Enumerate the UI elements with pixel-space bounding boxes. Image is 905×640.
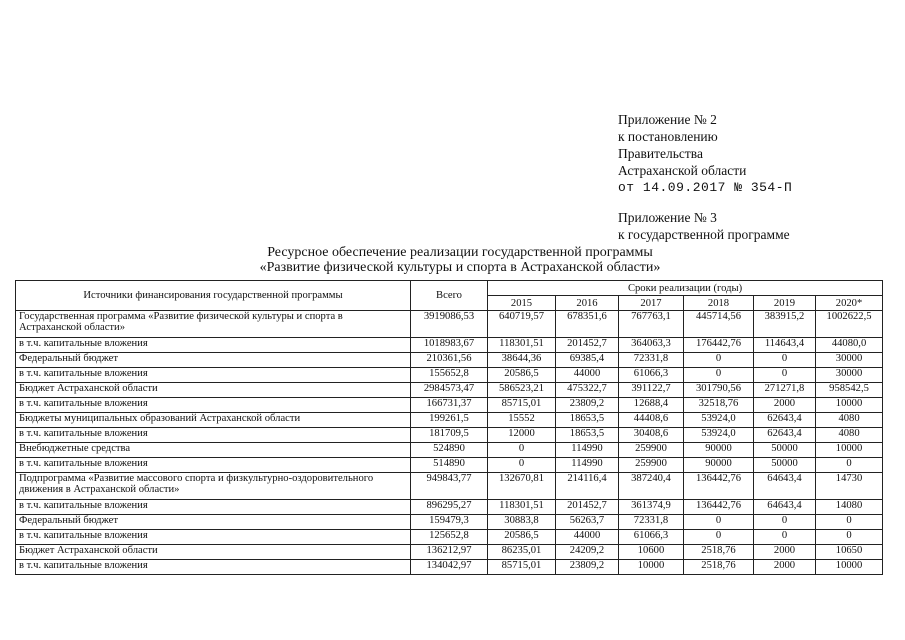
cell-year-value: 0 (816, 530, 883, 545)
cell-year-value: 53924,0 (684, 413, 754, 428)
cell-year-value: 958542,5 (816, 383, 883, 398)
appendix-3-block (618, 209, 790, 243)
cell-total: 134042,97 (411, 560, 488, 575)
cell-total: 1018983,67 (411, 338, 488, 353)
appendix-2-block (618, 111, 792, 196)
cell-year-value: 2518,76 (684, 560, 754, 575)
row-label: в т.ч. капитальные вложения (16, 560, 411, 575)
cell-year-value: 20586,5 (488, 368, 556, 383)
table-row (16, 545, 883, 560)
row-label: Бюджеты муниципальных образований Астраханской области (16, 413, 411, 428)
cell-year-value: 50000 (754, 458, 816, 473)
cell-year-value: 767763,1 (619, 311, 684, 338)
cell-year-value: 72331,8 (619, 353, 684, 368)
cell-year-value: 86235,01 (488, 545, 556, 560)
header-year: 2018 (684, 296, 754, 311)
cell-year-value: 14730 (816, 473, 883, 500)
cell-year-value: 136442,76 (684, 500, 754, 515)
cell-year-value: 10000 (816, 398, 883, 413)
cell-year-value: 30408,6 (619, 428, 684, 443)
cell-year-value: 56263,7 (556, 515, 619, 530)
cell-year-value: 201452,7 (556, 500, 619, 515)
cell-year-value: 12688,4 (619, 398, 684, 413)
appendix-2-issuer: Правительства (618, 146, 703, 161)
cell-year-value: 0 (684, 515, 754, 530)
cell-year-value: 64643,4 (754, 473, 816, 500)
table-row (16, 515, 883, 530)
cell-year-value: 30000 (816, 353, 883, 368)
table-row (16, 443, 883, 458)
appendix-2-region: Астраханской области (618, 163, 747, 178)
cell-year-value: 586523,21 (488, 383, 556, 398)
cell-total: 181709,5 (411, 428, 488, 443)
cell-year-value: 0 (754, 530, 816, 545)
cell-year-value: 259900 (619, 443, 684, 458)
cell-year-value: 61066,3 (619, 530, 684, 545)
cell-year-value: 62643,4 (754, 428, 816, 443)
header-year: 2019 (754, 296, 816, 311)
appendix-2-ref: к постановлению (618, 129, 718, 144)
cell-year-value: 24209,2 (556, 545, 619, 560)
row-label: Федеральный бюджет (16, 515, 411, 530)
cell-year-value: 62643,4 (754, 413, 816, 428)
header-source: Источники финансирования государственной программы (16, 281, 411, 311)
table-row (16, 353, 883, 368)
row-label: Внебюджетные средства (16, 443, 411, 458)
cell-total: 3919086,53 (411, 311, 488, 338)
cell-year-value: 118301,51 (488, 500, 556, 515)
cell-year-value: 2000 (754, 398, 816, 413)
cell-year-value: 136442,76 (684, 473, 754, 500)
row-label: Бюджет Астраханской области (16, 383, 411, 398)
table-row (16, 560, 883, 575)
cell-year-value: 114990 (556, 443, 619, 458)
appendix-2-date: от 14.09.2017 № 354-П (618, 180, 793, 195)
cell-year-value: 10000 (619, 560, 684, 575)
cell-year-value: 69385,4 (556, 353, 619, 368)
cell-year-value: 10650 (816, 545, 883, 560)
cell-year-value: 271271,8 (754, 383, 816, 398)
row-label: в т.ч. капитальные вложения (16, 398, 411, 413)
table-row (16, 428, 883, 443)
cell-year-value: 201452,7 (556, 338, 619, 353)
cell-year-value: 640719,57 (488, 311, 556, 338)
cell-year-value: 259900 (619, 458, 684, 473)
cell-year-value: 90000 (684, 458, 754, 473)
cell-year-value: 72331,8 (619, 515, 684, 530)
cell-total: 524890 (411, 443, 488, 458)
cell-total: 210361,56 (411, 353, 488, 368)
cell-year-value: 678351,6 (556, 311, 619, 338)
cell-year-value: 0 (488, 443, 556, 458)
table-row (16, 530, 883, 545)
header-year: 2020* (816, 296, 883, 311)
cell-year-value: 0 (488, 458, 556, 473)
cell-total: 896295,27 (411, 500, 488, 515)
cell-year-value: 61066,3 (619, 368, 684, 383)
row-label: в т.ч. капитальные вложения (16, 500, 411, 515)
cell-year-value: 4080 (816, 428, 883, 443)
table-row (16, 500, 883, 515)
table-row (16, 338, 883, 353)
cell-year-value: 14080 (816, 500, 883, 515)
cell-total: 136212,97 (411, 545, 488, 560)
cell-year-value: 64643,4 (754, 500, 816, 515)
cell-year-value: 214116,4 (556, 473, 619, 500)
row-label: в т.ч. капитальные вложения (16, 368, 411, 383)
header-total: Всего (411, 281, 488, 311)
cell-year-value: 10000 (816, 560, 883, 575)
cell-year-value: 23809,2 (556, 560, 619, 575)
cell-total: 949843,77 (411, 473, 488, 500)
cell-year-value: 364063,3 (619, 338, 684, 353)
row-label: в т.ч. капитальные вложения (16, 530, 411, 545)
row-label: Бюджет Астраханской области (16, 545, 411, 560)
cell-year-value: 10600 (619, 545, 684, 560)
table-row (16, 398, 883, 413)
cell-year-value: 361374,9 (619, 500, 684, 515)
table-row (16, 383, 883, 398)
cell-year-value: 0 (684, 353, 754, 368)
cell-year-value: 30883,8 (488, 515, 556, 530)
cell-year-value: 90000 (684, 443, 754, 458)
header-year: 2017 (619, 296, 684, 311)
document-title-line-2: «Развитие физической культуры и спорта в Астраханской области» (259, 260, 661, 275)
cell-year-value: 383915,2 (754, 311, 816, 338)
cell-year-value: 132670,81 (488, 473, 556, 500)
funding-table (15, 280, 883, 575)
cell-year-value: 0 (816, 458, 883, 473)
cell-total: 2984573,47 (411, 383, 488, 398)
cell-year-value: 118301,51 (488, 338, 556, 353)
cell-year-value: 12000 (488, 428, 556, 443)
cell-year-value: 391122,7 (619, 383, 684, 398)
cell-year-value: 10000 (816, 443, 883, 458)
cell-year-value: 2000 (754, 560, 816, 575)
cell-year-value: 1002622,5 (816, 311, 883, 338)
cell-year-value: 114643,4 (754, 338, 816, 353)
cell-total: 159479,3 (411, 515, 488, 530)
row-label: в т.ч. капитальные вложения (16, 458, 411, 473)
cell-year-value: 387240,4 (619, 473, 684, 500)
cell-year-value: 44000 (556, 368, 619, 383)
cell-year-value: 0 (684, 368, 754, 383)
cell-total: 199261,5 (411, 413, 488, 428)
table-row (16, 458, 883, 473)
cell-year-value: 85715,01 (488, 560, 556, 575)
cell-total: 514890 (411, 458, 488, 473)
header-year: 2015 (488, 296, 556, 311)
cell-year-value: 38644,36 (488, 353, 556, 368)
cell-year-value: 32518,76 (684, 398, 754, 413)
cell-year-value: 18653,5 (556, 413, 619, 428)
cell-year-value: 0 (754, 515, 816, 530)
table-row (16, 473, 883, 500)
cell-year-value: 475322,7 (556, 383, 619, 398)
document-title-line-1: Ресурсное обеспечение реализации государственной программы (267, 245, 653, 260)
row-label: в т.ч. капитальные вложения (16, 338, 411, 353)
cell-year-value: 15552 (488, 413, 556, 428)
row-label: в т.ч. капитальные вложения (16, 428, 411, 443)
cell-year-value: 44408,6 (619, 413, 684, 428)
appendix-2-number: Приложение № 2 (618, 112, 717, 127)
cell-year-value: 85715,01 (488, 398, 556, 413)
row-label: Подпрограмма «Развитие массового спорта и физкультурно-оздоровительного движения в Астраханской области» (16, 473, 411, 500)
appendix-3-number: Приложение № 3 (618, 210, 717, 225)
cell-year-value: 0 (754, 353, 816, 368)
header-year: 2016 (556, 296, 619, 311)
row-label: Государственная программа «Развитие физической культуры и спорта в Астраханской области» (16, 311, 411, 338)
table-row (16, 413, 883, 428)
cell-year-value: 176442,76 (684, 338, 754, 353)
cell-year-value: 0 (684, 530, 754, 545)
cell-total: 155652,8 (411, 368, 488, 383)
cell-year-value: 0 (754, 368, 816, 383)
cell-year-value: 53924,0 (684, 428, 754, 443)
cell-year-value: 23809,2 (556, 398, 619, 413)
cell-year-value: 0 (816, 515, 883, 530)
cell-year-value: 114990 (556, 458, 619, 473)
cell-year-value: 2518,76 (684, 545, 754, 560)
header-period: Сроки реализации (годы) (488, 281, 883, 296)
row-label: Федеральный бюджет (16, 353, 411, 368)
table-row (16, 368, 883, 383)
cell-year-value: 301790,56 (684, 383, 754, 398)
cell-year-value: 2000 (754, 545, 816, 560)
appendix-3-ref: к государственной программе (618, 227, 790, 242)
cell-total: 125652,8 (411, 530, 488, 545)
table-body (16, 311, 883, 575)
cell-year-value: 30000 (816, 368, 883, 383)
cell-year-value: 44080,0 (816, 338, 883, 353)
cell-year-value: 4080 (816, 413, 883, 428)
cell-year-value: 50000 (754, 443, 816, 458)
cell-year-value: 44000 (556, 530, 619, 545)
table-row (16, 311, 883, 338)
cell-year-value: 445714,56 (684, 311, 754, 338)
cell-year-value: 18653,5 (556, 428, 619, 443)
cell-year-value: 20586,5 (488, 530, 556, 545)
cell-total: 166731,37 (411, 398, 488, 413)
